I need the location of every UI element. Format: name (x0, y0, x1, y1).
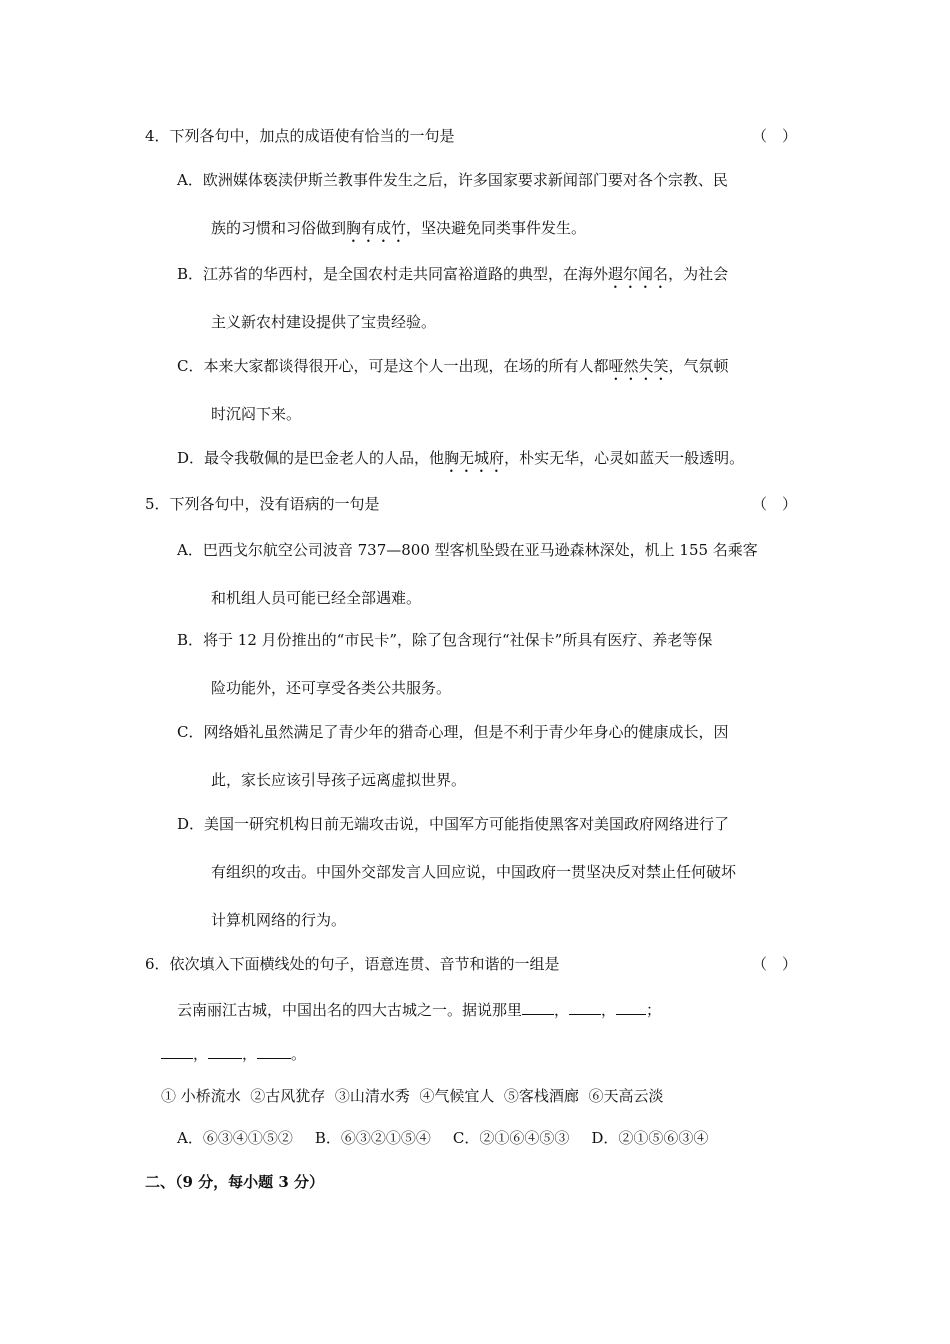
q4-answer-paren: （ ） (752, 127, 798, 145)
q4-option-b-line1 (177, 264, 728, 292)
q6-stem: 6．依次填入下面横线处的句子，语意连贯、音节和谐的一组是 (145, 955, 560, 973)
q6-passage-text: 云南丽江古城，中国出名的四大古城之一。据说那里 (177, 1001, 523, 1019)
q5-option-d-line1 (177, 814, 729, 834)
q4-option-b-idiom: 遐尔闻名 (608, 265, 669, 283)
q5-option-d-line3: 计算机网络的行为。 (211, 911, 347, 929)
q5-stem: 5．下列各句中，没有语病的一句是 (145, 495, 380, 513)
q5-option-a-label: A． (177, 541, 203, 559)
q4-option-d-idiom: 胸无城府 (444, 449, 505, 467)
q6-blank-1[interactable] (522, 1000, 554, 1015)
q6-passage-line2 (161, 1044, 306, 1064)
q4-option-c-label: C． (177, 357, 204, 375)
q5-answer-paren: （ ） (752, 495, 798, 513)
q5-option-c-line2: 此，家长应该引导孩子远离虚拟世界。 (211, 771, 467, 789)
q4-option-a-line1 (177, 170, 728, 190)
punct: ， (601, 1001, 617, 1019)
q5-option-b-line1 (177, 630, 712, 650)
q5-option-d-text1: 美国一研究机构日前无端攻击说，中国军方可能指使黑客对美国政府网络进行了 (204, 815, 730, 833)
punct: ， (242, 1045, 258, 1063)
q4-option-c-idiom: 哑然失笑 (608, 357, 669, 375)
punct: 。 (291, 1045, 307, 1063)
q4-option-d-line1 (177, 448, 744, 476)
q4-option-b-line2: 主义新农村建设提供了宝贵经验。 (211, 313, 437, 331)
q4-option-b-text1-post: ，为社会 (668, 265, 729, 283)
q5-option-b-label: B． (177, 631, 204, 649)
q4-stem: 4．下列各句中，加点的成语使有恰当的一句是 (145, 127, 455, 145)
q5-option-c-line1 (177, 722, 729, 742)
q4-option-a-line2 (211, 218, 586, 246)
q4-option-c-line1 (177, 356, 729, 384)
q4-option-a-text1: 欧洲媒体亵渎伊斯兰教事件发生之后，许多国家要求新闻部门要对各个宗教、民 (202, 171, 728, 189)
q4-option-a-label: A． (177, 171, 203, 189)
q6-option-a[interactable]: A．⑥③④①⑤② (177, 1129, 293, 1147)
q6-blank-4[interactable] (161, 1044, 193, 1059)
q6-options (177, 1128, 708, 1148)
q6-blank-2[interactable] (569, 1000, 601, 1015)
q5-option-c-label: C． (177, 723, 204, 741)
q5-option-d-line2: 有组织的攻击。中国外交部发言人回应说，中国政府一贯坚决反对禁止任何破坏 (211, 863, 737, 881)
q4-option-d-label: D． (177, 449, 205, 467)
q6-option-b[interactable]: B．⑥③②①⑤④ (314, 1129, 431, 1147)
section-2-heading: 二、（9 分，每小题 3 分） (145, 1173, 325, 1191)
q4-option-a-text2-pre: 族的习惯和习俗做到 (211, 219, 347, 237)
q4-option-d-text-pre: 最令我敬佩的是巴金老人的人品，他 (204, 449, 445, 467)
q5-option-c-text1: 网络婚礼虽然满足了青少年的猎奇心理，但是不利于青少年身心的健康成长，因 (203, 723, 729, 741)
q5-option-b-text1: 将于 12 月份推出的“市民卡”，除了包含现行“社保卡”所具有医疗、养老等保 (203, 631, 713, 649)
q5-option-d-label: D． (177, 815, 205, 833)
q6-option-d[interactable]: D．②①⑤⑥③④ (591, 1129, 709, 1147)
q5-option-a-text1: 巴西戈尔航空公司波音 737—800 型客机坠毁在亚马逊森林深处，机上 155 名乘客 (202, 541, 758, 559)
q4-option-c-line2: 时沉闷下来。 (211, 405, 302, 423)
q4-option-a-text2-post: ，坚决避免同类事件发生。 (406, 219, 587, 237)
q6-option-c[interactable]: C．②①⑥④⑤③ (452, 1129, 570, 1147)
q6-answer-paren: （ ） (752, 955, 798, 973)
q6-blank-6[interactable] (257, 1044, 291, 1059)
q4-option-b-label: B． (177, 265, 204, 283)
q5-option-a-line1 (177, 540, 758, 560)
q4-option-c-text1-pre: 本来大家都谈得很开心，可是这个人一出现，在场的所有人都 (203, 357, 609, 375)
q6-items: ① 小桥流水 ②古风犹存 ③山清水秀 ④气候宜人 ⑤客栈酒廊 ⑥天高云淡 (161, 1087, 664, 1105)
q6-blank-5[interactable] (208, 1044, 242, 1059)
q5-option-a-line2: 和机组人员可能已经全部遇难。 (211, 589, 422, 607)
q4-option-c-text1-post: ，气氛顿 (668, 357, 729, 375)
punct: ， (554, 1001, 570, 1019)
q4-option-d-text-post: ，朴实无华，心灵如蓝天一般透明。 (504, 449, 745, 467)
q6-blank-3[interactable] (616, 1000, 646, 1015)
q5-option-b-line2: 险功能外，还可享受各类公共服务。 (211, 679, 452, 697)
q6-passage-line1 (177, 1000, 661, 1020)
q4-option-b-text1-pre: 江苏省的华西村，是全国农村走共同富裕道路的典型，在海外 (203, 265, 609, 283)
q4-option-a-idiom: 胸有成竹 (346, 219, 407, 237)
punct: ； (646, 1001, 662, 1019)
punct: ， (193, 1045, 209, 1063)
